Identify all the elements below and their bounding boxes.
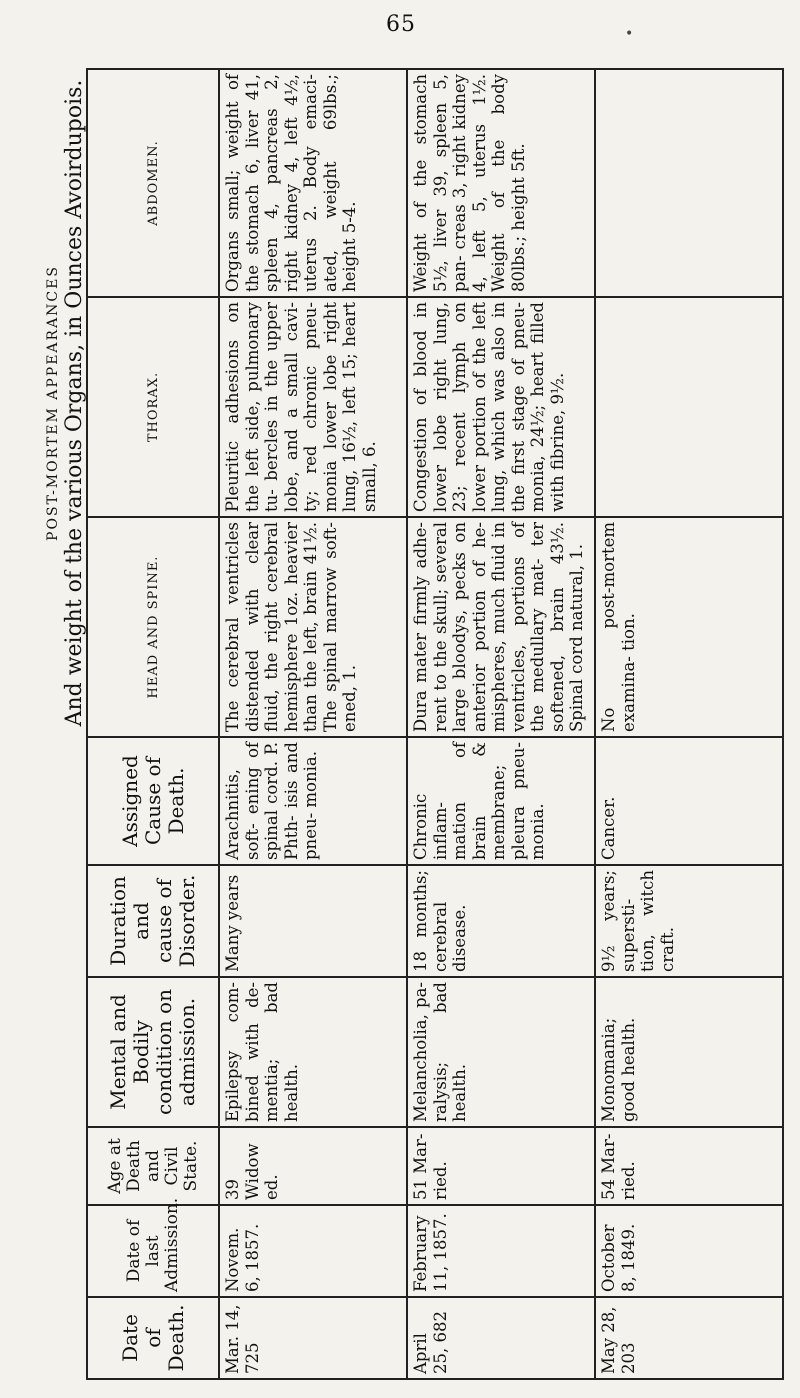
cell-assigned-cause: Arachnitis, soft- ening of spinal cord. P. Phth- isis and pneu- monia. [219,737,407,865]
cell-date-of-death: April 25, 682 [407,1297,595,1379]
page-number: 65 [386,12,416,37]
header-duration-and-cause: Duration and cause of Disorder. [87,865,219,977]
header-date-of-death: Date of Death. [87,1297,219,1379]
header-age-and-civil-state: Age at Death and Civil State. [87,1127,219,1205]
cell-age-and-civil-state: 51 Mar- ried. [407,1127,595,1205]
cell-date-of-last-admission: Novem. 6, 1857. [219,1205,407,1297]
header-head-and-spine: HEAD AND SPINE. [87,517,219,737]
cell-age-and-civil-state: 39 Widow ed. [219,1127,407,1205]
cell-abdomen [595,69,783,297]
cell-duration-and-cause: Many years [219,865,407,977]
header-date-of-last-admission: Date of last Admission. [87,1205,219,1297]
header-mental-and-bodily-condition: Mental and Bodily condition on admission. [87,977,219,1127]
cell-head-and-spine: No post-mortem examina- tion. [595,517,783,737]
cell-thorax: Congestion of blood in lower lobe right lung, 23; recent lymph on lower portion of the left lung, which was also in the first stage of pneu- monia, 24½; heart filled with fibrine, 9½. [407,297,595,517]
table-row [407,69,595,1379]
cell-head-and-spine: The cerebral ventricles distended with clear fluid, the right cerebral hemisphere 1oz. heavier than the left, brain 41½. The spinal marrow soft- ened, 1. [219,517,407,737]
header-assigned-cause: Assigned Cause of Death. [87,737,219,865]
table-row [219,69,407,1379]
cell-thorax [595,297,783,517]
rotated-table-wrapper [40,70,740,1380]
cell-assigned-cause: Chronic inflam- mation of brain & membrane; pleura pneu- monia. [407,737,595,865]
cell-date-of-last-admission: February 11, 1857. [407,1205,595,1297]
header-abdomen: ABDOMEN. [87,69,219,297]
cell-mental-and-bodily-condition: Epilepsy com- bined with de- mentia; bad health. [219,977,407,1127]
cell-mental-and-bodily-condition: Monomania; good health. [595,977,783,1127]
cell-abdomen: Weight of the stomach 5½, liver 39, spleen 5, pan- creas 3, right kidney 4, left 5, uterus 1½. Weight of the body 80lbs.; height 5ft. [407,69,595,297]
title-line-2: And weight of the various Organs, in Ounces Avoirdupois. [62,79,87,727]
cell-head-and-spine: Dura mater firmly adhe- rent to the skull; several large bloodys, pecks on anterior portion of he- mispheres, much fluid in ventricles, portions of the medullary mat- ter softened, brain 43½. Spinal cord natural, 1. [407,517,595,737]
cell-mental-and-bodily-condition: Melancholia, pa- ralysis; bad health. [407,977,595,1127]
table-row [595,69,783,1379]
post-mortem-table [40,68,784,1380]
header-thorax: THORAX. [87,297,219,517]
corner-mark: • [625,26,634,42]
cell-date-of-death: Mar. 14, 725 [219,1297,407,1379]
cell-abdomen: Organs small; weight of the stomach 6, liver 41, spleen 4, pancreas 2, right kidney 4, left 4½, uterus 2. Body emaci- ated, weight 69lbs.; height 5-4. [219,69,407,297]
cell-duration-and-cause: 18 months; cerebral disease. [407,865,595,977]
cell-duration-and-cause: 9½ years; supersti- tion, witch craft. [595,865,783,977]
cell-thorax: Pleuritic adhesions on the left side, pulmonary tu- bercles in the upper lobe, and a small cavi- ty; red chronic pneu- monia lower lobe right lung, 16½, left 15; heart small, 6. [219,297,407,517]
table-title [40,69,87,737]
cell-assigned-cause: Cancer. [595,737,783,865]
cell-date-of-death: May 28, 203 [595,1297,783,1379]
cell-date-of-last-admission: October 8, 1849. [595,1205,783,1297]
title-line-1: POST-MORTEM APPEARANCES [45,265,61,541]
cell-age-and-civil-state: 54 Mar- ried. [595,1127,783,1205]
